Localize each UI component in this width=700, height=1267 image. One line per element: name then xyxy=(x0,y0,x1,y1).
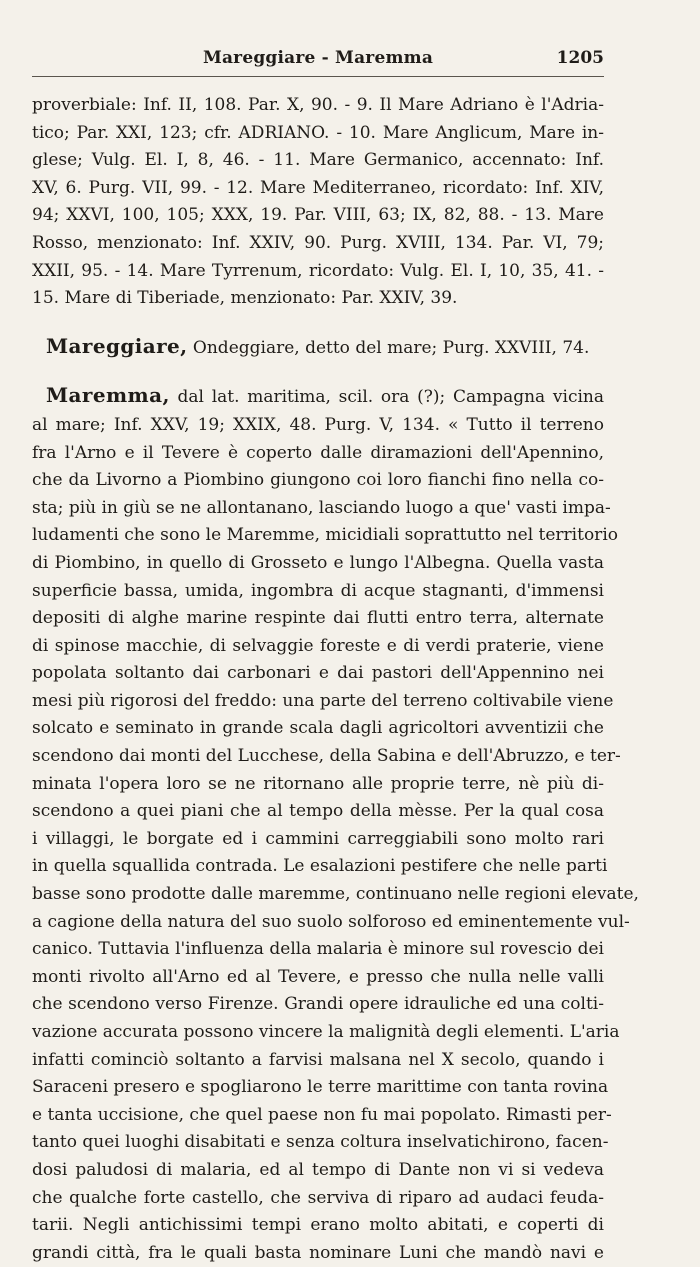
entry-maremma xyxy=(32,382,639,1267)
entry-first-line xyxy=(32,382,604,412)
text-line: basse sono prodotte dalle maremme, continuano nelle regioni elevate, xyxy=(32,884,639,905)
text-line: in quella squallida contrada. Le esalazioni pestifere che nelle parti xyxy=(32,856,608,877)
text-line: infatti cominciò soltanto a farvisi malsana nel X secolo, quando i xyxy=(32,1049,604,1070)
text-line: solcato e seminato in grande scala dagli agricoltori avventizii che xyxy=(32,718,604,739)
text-line: ludamenti che sono le Maremme, micidiali soprattutto nel territorio xyxy=(32,525,618,546)
text-line: fra l'Arno e il Tevere è coperto dalle diramazioni dell'Apennino, xyxy=(32,442,604,463)
text-line: Saraceni presero e spogliarono le terre marittime con tanta rovina xyxy=(32,1077,609,1098)
text-line: tarii. Negli antichissimi tempi erano molto abitati, e coperti di xyxy=(32,1215,604,1236)
text-line: dosi paludosi di malaria, ed al tempo di Dante non vi si vedeva xyxy=(32,1159,604,1180)
entry-mareggiare xyxy=(32,333,604,363)
headword: Maremma, xyxy=(46,383,170,408)
page-number: 1205 xyxy=(556,48,604,68)
text-line: a cagione della natura del suo suolo solforoso ed eminentemente vul- xyxy=(32,911,630,932)
text-line: depositi di alghe marine respinte dai flutti entro terra, alternate xyxy=(32,608,604,629)
text-line: proverbiale: Inf. II, 108. Par. X, 90. - 9. Il Mare Adriano è l'Adria- xyxy=(32,95,604,115)
text-line: Ondeggiare, detto del mare; Purg. XXVIII, 74. xyxy=(187,337,590,358)
entry-first-line xyxy=(32,333,604,363)
text-line: che qualche forte castello, che serviva di riparo ad audaci feuda- xyxy=(32,1187,604,1208)
text-line: 15. Mare di Tiberiade, menzionato: Par. XXIV, 39. xyxy=(32,288,458,309)
text-line: di Piombino, in quello di Grosseto e lungo l'Albegna. Quella vasta xyxy=(32,552,604,573)
running-head xyxy=(32,48,604,72)
text-line: 94; XXVI, 100, 105; XXX, 19. Par. VIII, 63; IX, 82, 88. - 13. Mare xyxy=(32,205,604,226)
text-line: i villaggi, le borgate ed i cammini carreggiabili sono molto rari xyxy=(32,828,604,849)
text-line: vazione accurata possono vincere la malignità degli elementi. L'aria xyxy=(32,1022,620,1042)
entry-mare-continued xyxy=(32,92,604,313)
running-head-title: Mareggiare - Maremma xyxy=(202,48,434,68)
text-line: che da Livorno a Piombino giungono coi loro fianchi fino nella co- xyxy=(32,470,604,491)
text-line: XV, 6. Purg. VII, 99. - 12. Mare Mediterraneo, ricordato: Inf. XIV, xyxy=(32,177,604,198)
text-line: che scendono verso Firenze. Grandi opere idrauliche ed una colti- xyxy=(32,994,604,1015)
header-rule xyxy=(32,76,604,77)
text-line: Rosso, menzionato: Inf. XXIV, 90. Purg. XVIII, 134. Par. VI, 79; xyxy=(32,232,604,253)
text-line: minata l'opera loro se ne ritornano alle proprie terre, nè più di- xyxy=(32,773,604,794)
text-line: al mare; Inf. XXV, 19; XXIX, 48. Purg. V, 134. « Tutto il terreno xyxy=(32,414,604,435)
text-line: monti rivolto all'Arno ed al Tevere, e presso che nulla nelle valli xyxy=(32,966,604,987)
text-line: glese; Vulg. El. I, 8, 46. - 11. Mare Germanico, accennato: Inf. xyxy=(32,150,604,171)
text-line: tico; Par. XXI, 123; cfr. ADRIANO. - 10. Mare Anglicum, Mare in- xyxy=(32,122,604,143)
headword: Mareggiare, xyxy=(46,333,188,358)
text-line: canico. Tuttavia l'influenza della malaria è minore sul rovescio dei xyxy=(32,939,604,960)
text-line: dal lat. maritima, scil. ora (?); Campagna vicina xyxy=(169,387,604,408)
text-line: sta; più in giù se ne allontanano, lasciando luogo a que' vasti impa- xyxy=(32,497,611,518)
text-line: e tanta uccisione, che quel paese non fu mai popolato. Rimasti per- xyxy=(32,1104,612,1125)
entry-gap xyxy=(32,362,604,382)
text-line: popolata soltanto dai carbonari e dai pastori dell'Appennino nei xyxy=(32,663,604,684)
text-line: di spinose macchie, di selvaggie foreste e di verdi praterie, viene xyxy=(32,635,604,656)
entry-gap xyxy=(32,313,604,333)
text-line: mesi più rigorosi del freddo: una parte del terreno coltivabile viene xyxy=(32,690,614,711)
text-line: XXII, 95. - 14. Mare Tyrrenum, ricordato: Vulg. El. I, 10, 35, 41. - xyxy=(32,260,604,281)
text-line: scendono a quei piani che al tempo della mèsse. Per la qual cosa xyxy=(32,801,604,822)
text-line: scendono dai monti del Lucchese, della Sabina e dell'Abruzzo, e ter- xyxy=(32,746,621,767)
page-body xyxy=(32,92,639,1267)
text-line: superficie bassa, umida, ingombra di acque stagnanti, d'immensi xyxy=(32,580,604,601)
text-line: grandi città, fra le quali basta nominare Luni che mandò navi e xyxy=(32,1242,604,1263)
text-line: tanto quei luoghi disabitati e senza coltura inselvatichirono, facen- xyxy=(32,1132,609,1153)
